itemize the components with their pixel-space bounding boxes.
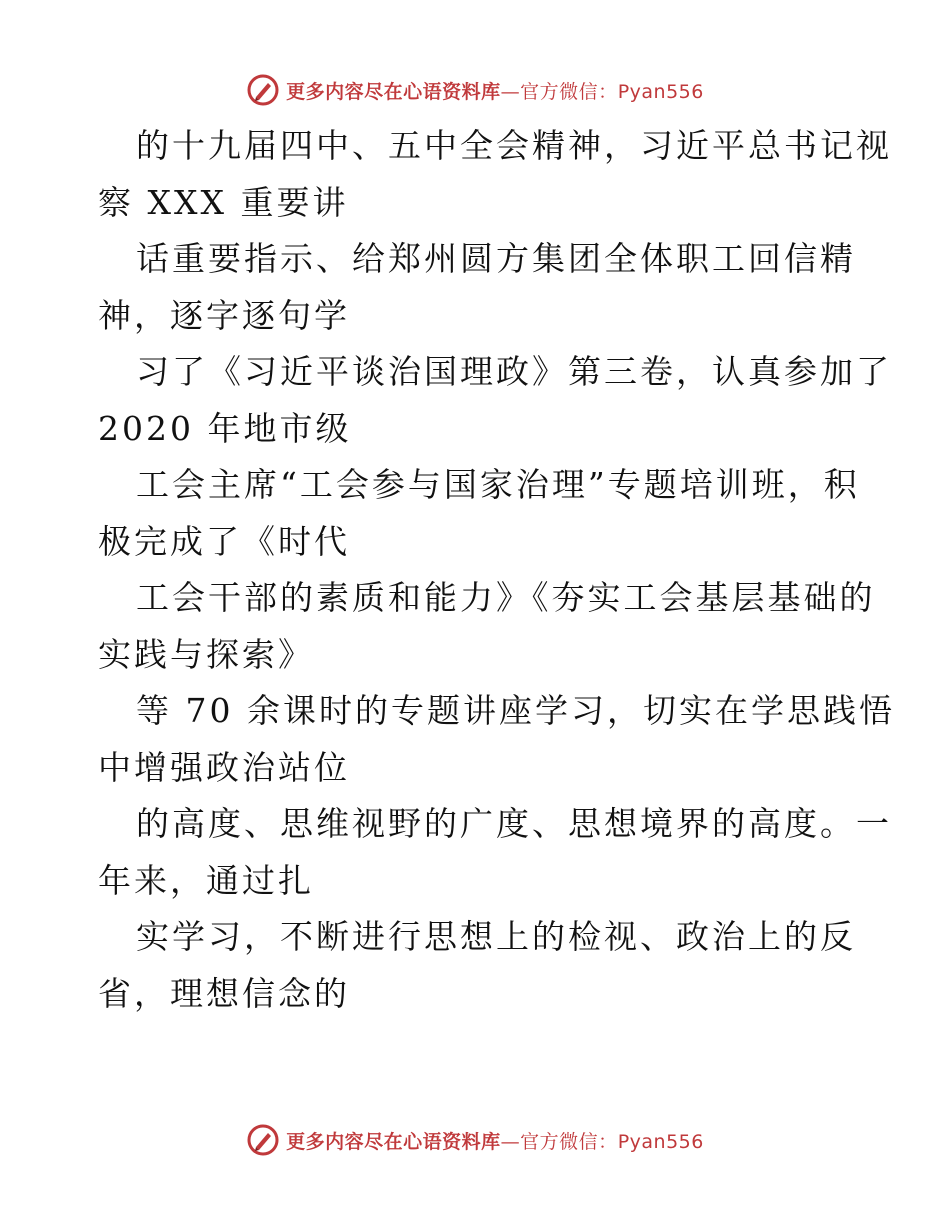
text-line: 的高度、思维视野的广度、思想境界的高度。一 (136, 804, 892, 843)
watermark-brand: 更多内容尽在心语资料库 (286, 1130, 501, 1153)
pen-logo-icon (246, 1123, 280, 1157)
text-line: 等 70 余课时的专题讲座学习，切实在学思践悟 (136, 691, 895, 730)
pen-logo-icon (246, 73, 280, 107)
watermark-text (286, 1127, 704, 1154)
watermark-separator: — (500, 80, 521, 103)
watermark-text (286, 77, 704, 104)
text-line: 话重要指示、给郑州圆方集团全体职工回信精 (136, 239, 856, 278)
footer-watermark (0, 1120, 950, 1160)
watermark-brand: 更多内容尽在心语资料库 (286, 80, 501, 103)
document-body (98, 118, 898, 1022)
watermark-wechat-label: 官方微信： (520, 1130, 618, 1153)
watermark-separator: — (500, 1130, 521, 1153)
text-line: 习了《习近平谈治国理政》第三卷，认真参加了 (136, 352, 892, 391)
text-line: 工会干部的素质和能力》《夯实工会基层基础的 (136, 578, 876, 617)
text-line: 实学习，不断进行思想上的检视、政治上的反 (136, 917, 856, 956)
header-watermark (0, 70, 950, 110)
text-line: 察 XXX 重要讲 (98, 182, 349, 222)
text-line: 年来，通过扎 (98, 860, 314, 900)
watermark-wechat-handle: Pyan556 (617, 80, 704, 103)
text-line: 中增强政治站位 (98, 747, 350, 787)
text-line: 极完成了《时代 (98, 521, 350, 561)
text-line: 实践与探索》 (98, 634, 314, 674)
text-line: 2020 年地市级 (98, 408, 352, 448)
text-line: 神，逐字逐句学 (98, 295, 350, 335)
watermark-wechat-label: 官方微信： (520, 80, 618, 103)
text-line: 省，理想信念的 (98, 973, 350, 1013)
text-line: 的十九届四中、五中全会精神，习近平总书记视 (136, 126, 892, 165)
text-line: 工会主席“工会参与国家治理”专题培训班，积 (136, 465, 860, 504)
watermark-wechat-handle: Pyan556 (617, 1130, 704, 1153)
